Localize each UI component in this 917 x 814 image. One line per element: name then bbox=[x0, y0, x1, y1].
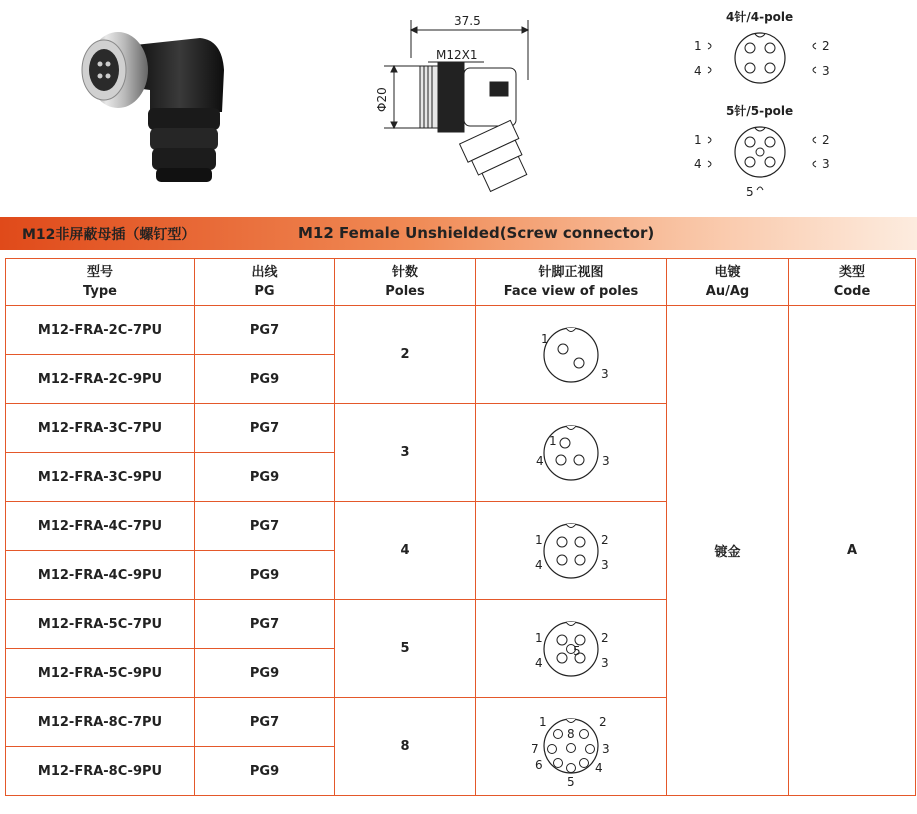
svg-text:1: 1 bbox=[549, 433, 557, 448]
plating-cell: 镀金 bbox=[667, 306, 789, 796]
type-cell: M12-FRA-2C-9PU bbox=[6, 355, 195, 404]
svg-text:3: 3 bbox=[822, 157, 830, 171]
banner-title-en: M12 Female Unshielded(Screw connector) bbox=[298, 224, 655, 242]
svg-text:3: 3 bbox=[602, 453, 610, 468]
thread-label: M12X1 bbox=[436, 48, 478, 62]
svg-text:2: 2 bbox=[601, 630, 609, 645]
svg-text:1: 1 bbox=[535, 630, 543, 645]
banner-title-cn: M12非屏蔽母插（螺钉型） bbox=[22, 227, 196, 243]
svg-text:5: 5 bbox=[567, 774, 575, 789]
pin-layout-8-diagram bbox=[511, 704, 631, 790]
pg-cell: PG7 bbox=[195, 698, 335, 747]
poles-cell: 3 bbox=[335, 404, 476, 502]
type-cell: M12-FRA-2C-7PU bbox=[6, 306, 195, 355]
svg-text:1: 1 bbox=[539, 714, 547, 729]
poles-cell: 2 bbox=[335, 306, 476, 404]
type-cell: M12-FRA-4C-7PU bbox=[6, 502, 195, 551]
svg-text:8: 8 bbox=[567, 726, 575, 741]
pin-layout-5-diagram bbox=[511, 609, 631, 689]
pin-layout-3-diagram bbox=[511, 413, 631, 493]
poles-cell: 4 bbox=[335, 502, 476, 600]
type-cell: M12-FRA-5C-7PU bbox=[6, 600, 195, 649]
type-cell: M12-FRA-8C-7PU bbox=[6, 698, 195, 747]
svg-text:3: 3 bbox=[822, 64, 830, 78]
svg-text:2: 2 bbox=[601, 532, 609, 547]
dim-length-label: 37.5 bbox=[454, 14, 481, 28]
pg-cell: PG9 bbox=[195, 355, 335, 404]
face-view-cell bbox=[476, 404, 667, 502]
pg-cell: PG9 bbox=[195, 551, 335, 600]
svg-text:3: 3 bbox=[601, 655, 609, 670]
face-view-cell bbox=[476, 698, 667, 796]
product-illustrations bbox=[0, 0, 917, 215]
legend-5-pole bbox=[694, 103, 830, 199]
connector-photo bbox=[82, 32, 224, 182]
table-row bbox=[6, 306, 916, 355]
spec-table bbox=[5, 258, 916, 796]
pg-cell: PG7 bbox=[195, 404, 335, 453]
table-header-row bbox=[6, 259, 916, 306]
svg-text:3: 3 bbox=[602, 741, 610, 756]
svg-text:1: 1 bbox=[694, 133, 702, 147]
svg-text:2: 2 bbox=[822, 39, 830, 53]
svg-text:1: 1 bbox=[694, 39, 702, 53]
type-cell: M12-FRA-4C-9PU bbox=[6, 551, 195, 600]
legend-4-pole-title: 4针/4-pole bbox=[726, 10, 794, 24]
dim-diameter-label: Φ20 bbox=[375, 87, 389, 112]
legend-5-pole-title: 5针/5-pole bbox=[726, 104, 794, 118]
header-plating: 电镀 Au/Ag bbox=[667, 259, 789, 306]
poles-cell: 8 bbox=[335, 698, 476, 796]
svg-text:4: 4 bbox=[536, 453, 544, 468]
svg-text:7: 7 bbox=[531, 741, 539, 756]
pg-cell: PG9 bbox=[195, 747, 335, 796]
header-type: 型号 Type bbox=[6, 259, 195, 306]
pg-cell: PG9 bbox=[195, 453, 335, 502]
type-cell: M12-FRA-3C-9PU bbox=[6, 453, 195, 502]
svg-text:1: 1 bbox=[541, 331, 549, 346]
face-view-cell bbox=[476, 502, 667, 600]
face-view-cell bbox=[476, 600, 667, 698]
svg-text:5: 5 bbox=[746, 185, 754, 199]
pg-cell: PG7 bbox=[195, 502, 335, 551]
header-poles: 针数 Poles bbox=[335, 259, 476, 306]
svg-text:4: 4 bbox=[535, 655, 543, 670]
pin-layout-4-diagram bbox=[511, 511, 631, 591]
pg-cell: PG9 bbox=[195, 649, 335, 698]
svg-text:5: 5 bbox=[573, 643, 581, 658]
svg-text:4: 4 bbox=[595, 760, 603, 775]
svg-text:2: 2 bbox=[599, 714, 607, 729]
svg-text:3: 3 bbox=[601, 366, 609, 381]
face-view-cell bbox=[476, 306, 667, 404]
type-cell: M12-FRA-8C-9PU bbox=[6, 747, 195, 796]
pg-cell: PG7 bbox=[195, 600, 335, 649]
svg-text:6: 6 bbox=[535, 757, 543, 772]
poles-cell: 5 bbox=[335, 600, 476, 698]
legend-4-pole bbox=[694, 9, 830, 83]
svg-text:4: 4 bbox=[535, 557, 543, 572]
code-cell: A bbox=[789, 306, 916, 796]
svg-text:3: 3 bbox=[601, 557, 609, 572]
pin-layout-2-diagram bbox=[511, 315, 631, 395]
svg-text:4: 4 bbox=[694, 64, 702, 78]
svg-text:4: 4 bbox=[694, 157, 702, 171]
type-cell: M12-FRA-3C-7PU bbox=[6, 404, 195, 453]
header-pg: 出线 PG bbox=[195, 259, 335, 306]
dimension-drawing bbox=[384, 20, 534, 195]
header-code: 类型 Code bbox=[789, 259, 916, 306]
type-cell: M12-FRA-5C-9PU bbox=[6, 649, 195, 698]
header-face-view: 针脚正视图 Face view of poles bbox=[476, 259, 667, 306]
pg-cell: PG7 bbox=[195, 306, 335, 355]
svg-text:1: 1 bbox=[535, 532, 543, 547]
svg-text:2: 2 bbox=[822, 133, 830, 147]
